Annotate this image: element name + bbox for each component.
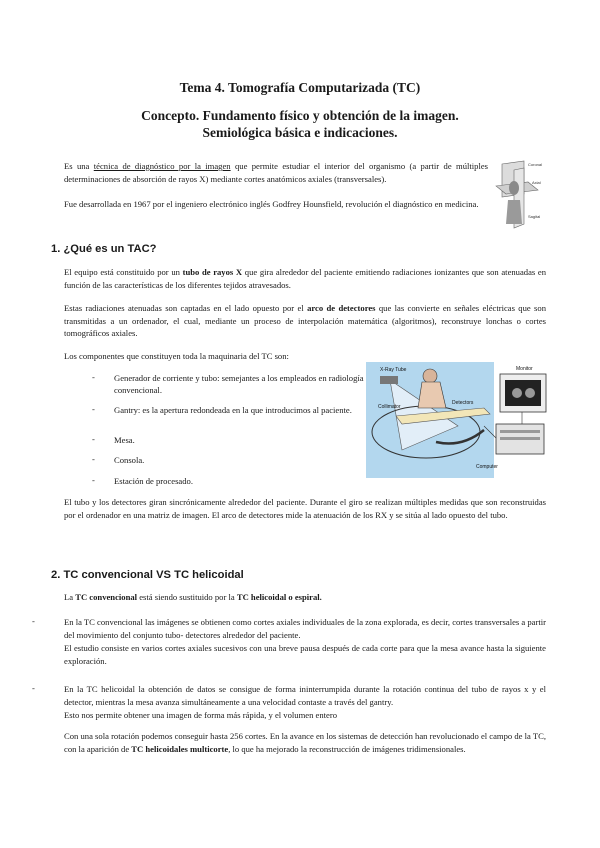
ct-scanner-diagram	[366, 358, 550, 484]
drive-slot	[500, 430, 540, 433]
component-item: Gantry: es la apertura redondeada en la que introducimos al paciente.	[114, 405, 352, 415]
multislice-paragraph: Con una sola rotación podemos conseguir hasta 256 cortes. En la avance en los sistemas de detección han revolucionado el campo de la TC, con la aparición de TC helicoidales multicorte, lo que ha mejorado la reconstrucción de imágenes tridimensionales.	[64, 731, 546, 754]
list-bullet: -	[92, 404, 95, 414]
monitor-image	[525, 388, 535, 398]
component-item: Generador de corriente y tubo: semejantes a los empleados en radiología convencional.	[114, 373, 364, 396]
patient-head	[423, 369, 437, 383]
label-collimator: Collimator	[378, 404, 401, 410]
helical-ct-benefit: Esto nos permite obtener una imagen de forma más rápida, y el volumen entero	[64, 710, 338, 720]
page-subtitle: Concepto. Fundamento físico y obtención de la imagen.	[141, 108, 459, 123]
list-bullet: -	[92, 454, 95, 464]
label-xray-tube: X-Ray Tube	[380, 367, 407, 373]
page-subtitle-2: Semiológica básica e indicaciones.	[202, 125, 398, 140]
monitor-screen	[505, 380, 541, 406]
intro-paragraph-1: Es una técnica de diagnóstico por la imagen que permite estudiar el interior del organismo (a partir de múltiples determinaciones de absorción de rayos X) mediante cortes anatómicos axiales (transversales).	[64, 161, 489, 184]
label-detectors: Detectors	[452, 400, 474, 406]
section-1-paragraph-4: El tubo y los detectores giran sincrónicamente alrededor del paciente. Durante el giro se realizan múltiples medidas que son reconstruidas por el ordenador en una matriz de imagen. El arco de detectores mide la atenuación de los RX y se sitúa al lado opuesto del tubo.	[64, 497, 546, 520]
list-bullet: -	[32, 616, 35, 626]
conventional-ct-study: El estudio consiste en varios cortes axiales sucesivos con una breve pausa después de cada corte para que la mesa avance hasta la siguiente exploración.	[64, 643, 546, 666]
component-item: Estación de procesado.	[114, 476, 193, 486]
component-item: Consola.	[114, 455, 145, 465]
list-bullet: -	[92, 372, 95, 382]
diagnostic-imaging-link[interactable]: técnica de diagnóstico por la imagen	[93, 161, 231, 171]
section-1-heading: 1. ¿Qué es un TAC?	[51, 243, 157, 255]
coronal-label: Coronal	[528, 162, 542, 167]
axial-label: Axial	[532, 180, 541, 185]
anatomical-planes-figure	[494, 160, 542, 232]
body-silhouette	[506, 200, 522, 224]
list-bullet: -	[32, 683, 35, 693]
section-2-heading: 2. TC convencional VS TC helicoidal	[51, 569, 244, 581]
intro-paragraph-2: Fue desarrollada en 1967 por el ingeniero electrónico inglés Godfrey Hounsfield, revolución el diagnóstico en medicina.	[64, 199, 479, 209]
component-item: Mesa.	[114, 435, 135, 445]
section-1-paragraph-1: El equipo está constituido por un tubo de rayos X que gira alrededor del paciente emitiendo radiaciones ionizantes que son atenuadas en función de las características de los diferentes tejidos atravesados.	[64, 267, 547, 290]
head-silhouette	[509, 181, 519, 195]
sagittal-label: Sagital	[528, 214, 541, 219]
section-1-paragraph-3: Los componentes que constituyen toda la maquinaria del TC son:	[64, 351, 289, 361]
section-2-intro: La TC convencional está siendo sustituido por la TC helicoidal o espiral.	[64, 592, 322, 602]
xray-tube	[380, 376, 398, 384]
list-bullet: -	[92, 434, 95, 444]
helical-ct-description: En la TC helicoidal la obtención de datos se consigue de forma ininterrumpida durante la rotación continua del tubo de rayos x y el detector, mientras la mesa avanza simultáneamente a una velocidad contaste a través del gantry.	[64, 684, 546, 707]
label-computer: Computer	[476, 464, 498, 470]
list-bullet: -	[92, 475, 95, 485]
conventional-ct-description: En la TC convencional las imágenes se obtienen como cortes axiales individuales de la zona explorada, es decir, cortes transversales a partir del movimiento del conjunto tubo- detectores alrededor del paciente.	[64, 617, 546, 640]
drive-slot	[500, 437, 540, 440]
section-1-paragraph-2: Estas radiaciones atenuadas son captadas en el lado opuesto por el arco de detectores que las convierte en señales eléctricas que son transmitidas a un ordenador, el cual, mediante un proceso de interpolación matemática (algoritmos), reconstruye lonchas o cortes tomográficos axiales.	[64, 303, 546, 339]
page-title: Tema 4. Tomografía Computarizada (TC)	[179, 80, 421, 95]
label-monitor: Monitor	[516, 366, 533, 372]
monitor-image	[512, 388, 522, 398]
